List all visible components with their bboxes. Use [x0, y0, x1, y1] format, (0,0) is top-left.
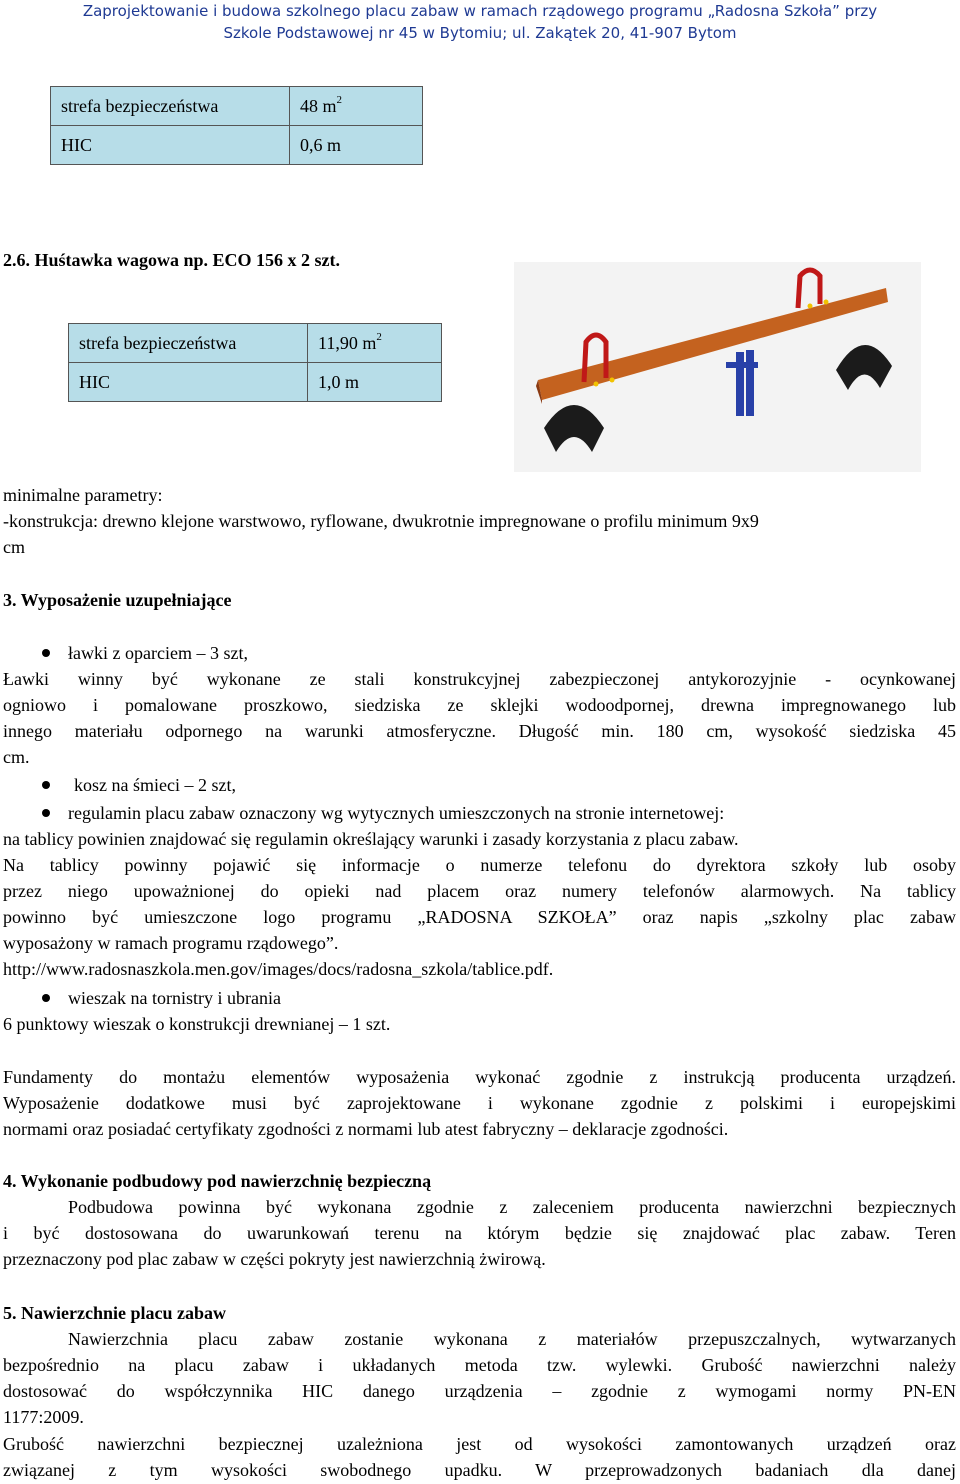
- table2-value-zone: 11,90 $m^2$: [308, 324, 442, 363]
- benches-description: Ławki winny być wykonane ze stali konstrukcyjnej zabezpieczonej antykorozyjnie - ocynkowanej ogniowo i pomalowane proszkowo, siedziska ze sklejki wodoodpornej, drewna impregnowanego lub innego materiału odpornego na warunki atmosferyczne. Długość min. 180 cm, wysokość siedziska 45 cm.: [3, 669, 956, 767]
- section-4-paragraph: Podbudowa powinna być wykonana zgodnie z zaleceniem producenta nawierzchni bezpiecznych i być dostosowana do uwarunkowań terenu na którym będzie się znajdować plac zabaw. Teren przeznaczony pod plac zabaw w części pokryty jest nawierzchnią żwirową.: [3, 1197, 956, 1269]
- table2-label-zone: strefa bezpieczeństwa: [69, 324, 308, 363]
- header-line-2: Szkole Podstawowej nr 45 w Bytomiu; ul. Zakątek 20, 41-907 Bytom: [223, 24, 737, 42]
- table1-value-hic: 0,6 m: [290, 126, 423, 165]
- bullet-dot: [42, 649, 50, 657]
- bullet-benches: ławki z oparciem – 3 szt,: [68, 640, 248, 666]
- spec-table-1: [50, 86, 423, 165]
- foundations-paragraph: Fundamenty do montażu elementów wyposażenia wykonać zgodnie z instrukcją producenta urządzeń. Wyposażenie dodatkowe musi być zaprojektowane i wykonane zgodnie z polskimi i europejskimi normami oraz posiadać certyfikaty zgodności z normami lub atest fabryczny – deklaracje zgodności.: [3, 1067, 956, 1139]
- section-5-heading: 5. Nawierzchnie placu zabaw: [3, 1303, 226, 1323]
- table2-value-hic: 1,0 m: [308, 363, 442, 402]
- section-3-heading: 3. Wyposażenie uzupełniające: [3, 590, 232, 610]
- table1-label-hic: HIC: [51, 126, 290, 165]
- params-line-1: -konstrukcja: drewno klejone warstwowo, ryflowane, dwukrotnie impregnowane o profilu minimum 9x9: [3, 511, 759, 531]
- params-line-2: cm: [3, 537, 25, 557]
- regulations-description: na tablicy powinien znajdować się regulamin określający warunki i zasady korzystania z placu zabaw. Na tablicy powinny pojawić się informacje o numerze telefonu do dyrektora szkoły lub osoby przez niego upoważnionej do opieki nad placem oraz numery telefonów alarmowych. Na tablicy powinno być umieszczone logo programu „RADOSNA SZKOŁA” oraz napis „szkolny plac zabaw wyposażony w ramach programu rządowego”.: [3, 829, 956, 953]
- page-header: [0, 0, 960, 44]
- params-label: minimalne parametry:: [3, 485, 163, 505]
- bullet-hanger: wieszak na tornistry i ubrania: [68, 985, 281, 1011]
- table1-value-zone: 48 $m^2$: [290, 87, 423, 126]
- table2-label-hic: HIC: [69, 363, 308, 402]
- hanger-description: 6 punktowy wieszak o konstrukcji drewnianej – 1 szt.: [3, 1014, 391, 1034]
- header-line-1: Zaprojektowanie i budowa szkolnego placu zabaw w ramach rządowego programu „Radosna Szkoła” przy: [82, 2, 878, 20]
- bullet-dot: [42, 809, 50, 817]
- bullet-dot: [42, 994, 50, 1002]
- regulations-url: http://www.radosnaszkola.men.gov/images/docs/radosna_szkola/tablice.pdf.: [3, 959, 554, 979]
- section-5-paragraph-2: Grubość nawierzchni bezpiecznej uzależniona jest od wysokości zamontowanych urządzeń oraz związanej z tym wysokości swobodnego upadku. W przeprowadzonych badaniach dla danej: [3, 1434, 956, 1480]
- spec-table-2: [68, 323, 442, 402]
- seesaw-image: [514, 262, 921, 472]
- section-4-heading: 4. Wykonanie podbudowy pod nawierzchnię bezpieczną: [3, 1171, 432, 1191]
- section-5-paragraph: Nawierzchnia placu zabaw zostanie wykonana z materiałów przepuszczalnych, wytwarzanych bezpośrednio na placu zabaw i układanych metoda tzw. wylewki. Grubość nawierzchni należy dostosować do współczynnika HIC danego urządzenia – zgodnie z wymogami normy PN-EN 1177:2009.: [3, 1329, 956, 1427]
- bullet-regulations: regulamin placu zabaw oznaczony wg wytycznych umieszczonych na stronie internetowej:: [68, 800, 724, 826]
- bullet-dot: [42, 781, 50, 789]
- section-2-6-heading: 2.6. Huśtawka wagowa np. ECO 156 x 2 szt.: [3, 250, 341, 270]
- bullet-trash-bin: kosz na śmieci – 2 szt,: [74, 772, 236, 798]
- table1-label-zone: strefa bezpieczeństwa: [51, 87, 290, 126]
